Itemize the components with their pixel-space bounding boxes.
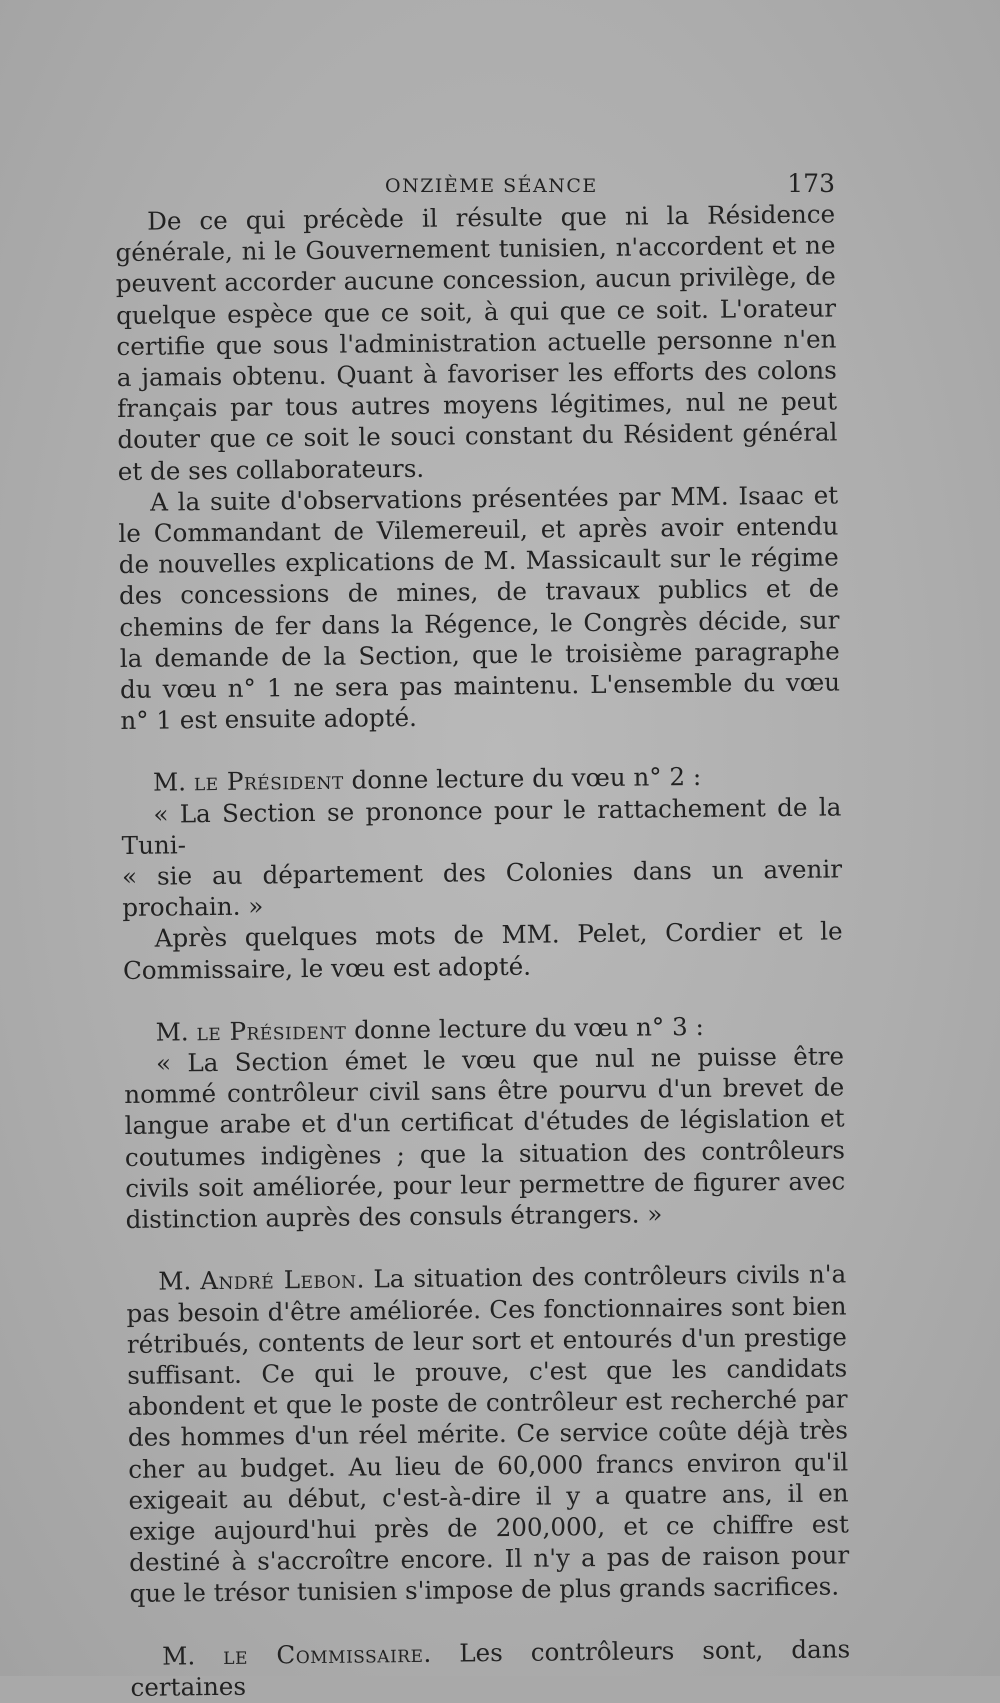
speaker-text: La situation des contrôleurs civils n'a pas besoin d'être améliorée. Ces fonctionnaires sont bien rétribués, contents de leur sort et entourés d'un prestige suffisant. Ce qui le prouve, c'est que les candidats abondent et que le poste de contrôleur est recherché par des hommes d'un réel mérite. Ce service coûte déjà très cher au budget. Au lieu de 60,000 francs environ qu'il exigeait au début, c'est-à-dire il y a quatre ans, il en exige aujourd'hui près de 200,000, et ce chiffre est destiné à s'accroître encore. Il n'y a pas de raison pour que le trésor tunisien s'impose de plus grands sacrifices. [126,1259,850,1609]
quote-line: « sie au département des Colonies dans un avenir prochain. » [121,854,843,923]
speaker-name: le Président [193,766,344,797]
speaker-prefix: M. [152,767,187,798]
paragraph-conclusion: De ce qui précède il résulte que ni la Résidence générale, ni le Gouvernement tunisien, n'accordent et ne peuvent accorder aucune concession, aucun privilège, de quelque espèce que ce soit, à qui que ce soit. L'orateur certifie que sous l'administration actuelle personne n'en a jamais obtenu. Quant à favoriser les efforts des colons français par tous autres moyens légitimes, nul ne peut douter que ce soit le souci constant du Résident général et de ses collaborateurs. [115,199,838,486]
speaker-text: donne lecture du vœu n° 3 : [354,1011,704,1045]
body-text [115,198,851,1702]
speaker-prefix: M. [155,1017,189,1047]
paragraph-congress-decision: A la suite d'observations présentées par MM. Isaac et le Commandant de Vilemereuil, et après avoir entendu de nouvelles explications de M. Massicault sur le régime des concessions de mines, de travaux publics et de chemins de fer dans la Régence, le Congrès décide, sur la demande de la Section, que le troisième paragraphe du vœu n° 1 ne sera pas maintenu. L'ensemble du vœu n° 1 est ensuite adopté. [118,480,841,736]
quote-line: « La Section se prononce pour le rattachement de la Tuni- [121,792,842,860]
page-number: 173 [787,169,835,198]
quote-voeu-3: « La Section émet le vœu que nul ne puisse être nommé contrôleur civil sans être pourvu d'un brevet de langue arabe et d'un certificat d'études de législation et coutumes indigènes ; que la situation des contrôleurs civils soit améliorée, pour leur permettre de figurer avec distinction auprès des consuls étrangers. » [124,1041,846,1235]
speaker-prefix: M. [158,1266,192,1296]
speaker-name: le Commissaire [223,1638,424,1670]
paragraph-andre-lebon: M. André Lebon. La situation des contrôleurs civils n'a pas besoin d'être améliorée. Ces fonctionnaires sont bien rétribués, contents de leur sort et entourés d'un prestige suffisant. Ce qui le prouve, c'est que les candidats abondent et que le poste de contrôleur est recherché par des hommes d'un réel mérite. Ce service coûte déjà très cher au budget. Au lieu de 60,000 francs environ qu'il exigeait au début, c'est-à-dire il y a quatre ans, il en exige aujourd'hui près de 200,000, et ce chiffre est destiné à s'accroître encore. Il n'y a pas de raison pour que le trésor tunisien s'impose de plus grands sacrifices. [126,1259,850,1609]
running-head: ONZIÈME SÉANCE [385,175,598,197]
speaker-text: donne lecture du vœu n° 2 : [351,762,702,796]
paragraph-voeu-2-adopted: Après quelques mots de MM. Pelet, Cordier et le Commissaire, le vœu est adopté. [122,916,843,985]
speaker-text: Les contrôleurs sont, dans certaines [130,1633,851,1702]
speaker-name: André Lebon [200,1264,357,1296]
speaker-prefix: M. [162,1640,196,1671]
paragraph-commissaire: M. le Commissaire. Les contrôleurs sont, dans certaines [130,1633,851,1702]
quote-voeu-2 [121,791,842,923]
speaker-name: le Président [196,1015,347,1047]
